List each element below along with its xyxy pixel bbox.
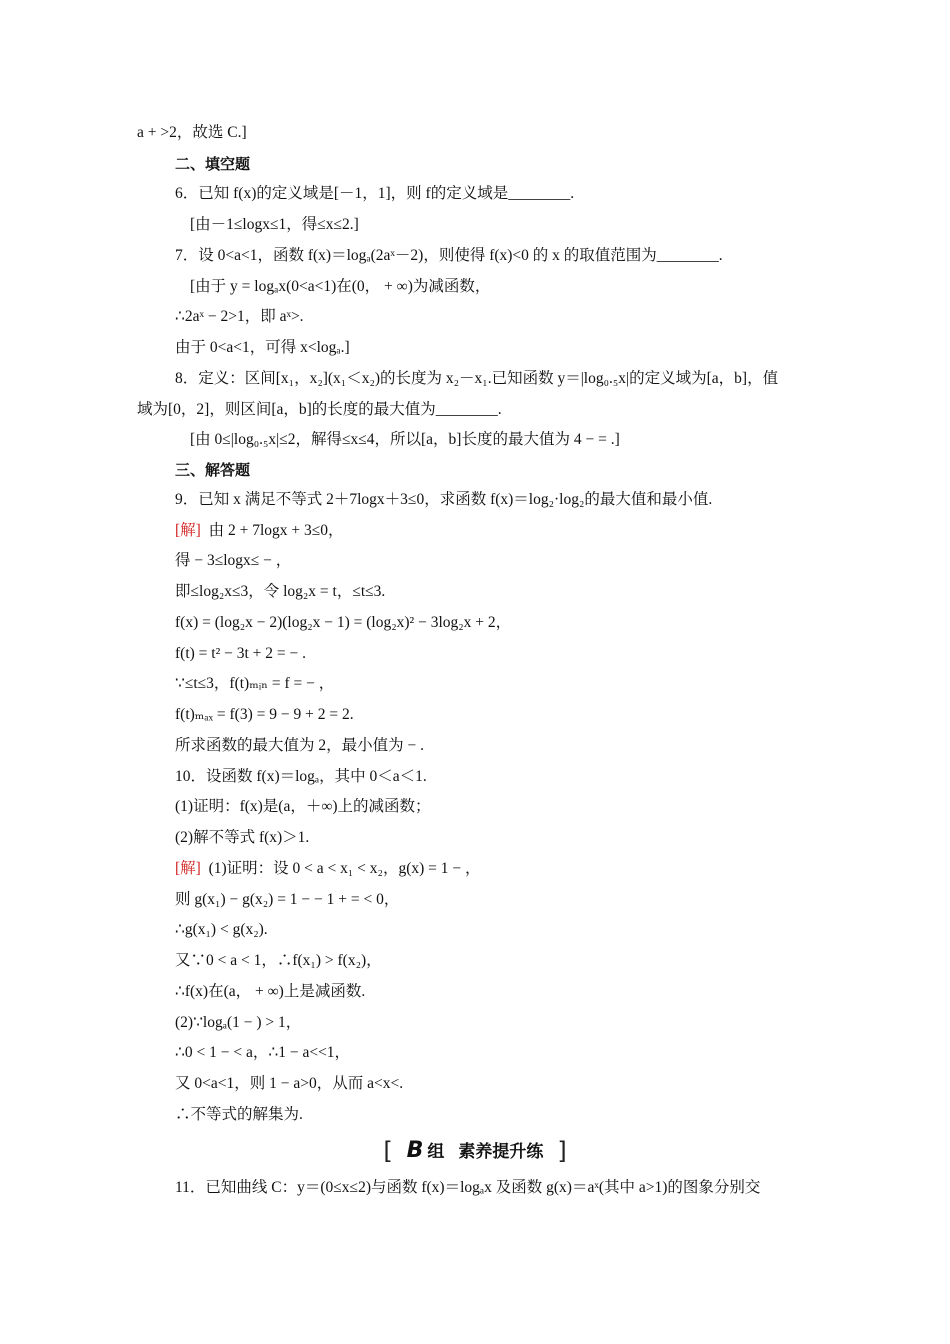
answer-7-line-2: ∴2aˣ − 2>1，即 aˣ>.	[175, 308, 304, 325]
question-11: 11．已知曲线 C：y＝(0≤x≤2)与函数 f(x)＝logₐx 及函数 g(x)＝aˣ(其中 a>1)的图象分别交	[175, 1179, 761, 1196]
solution-10-line-4: 又∵0 < a < 1，∴f(x₁) > f(x₂)，	[175, 952, 382, 969]
group-b-banner	[0, 1137, 950, 1165]
solution-9-line-5: f(t) = t² − 3t + 2 = − .	[175, 645, 307, 662]
solution-9-line-8: 所求函数的最大值为 2，最小值为 − .	[175, 737, 424, 754]
question-6: 6．已知 f(x)的定义域是[－1，1]，则 f的定义域是________.	[175, 185, 575, 202]
banner-group-label: 组	[427, 1142, 445, 1162]
question-10-part-1: (1)证明：f(x)是(a，＋∞)上的减函数；	[175, 798, 431, 815]
solution-10-line-9: ∴不等式的解集为.	[175, 1106, 303, 1123]
banner-open-bracket: [	[383, 1137, 393, 1165]
banner-close-bracket: ]	[557, 1137, 567, 1165]
solution-9-line-3: 即≤log₂x≤3，令 log₂x = t，≤t≤3.	[175, 583, 386, 600]
question-9: 9．已知 x 满足不等式 2＋7logx＋3≤0，求函数 f(x)＝log₂·log₂的最大值和最小值.	[175, 491, 713, 508]
solution-10-line-3: ∴g(x₁) < g(x₂).	[175, 921, 268, 938]
solution-tag: [解]	[175, 860, 201, 877]
question-10-part-2: (2)解不等式 f(x)＞1.	[175, 829, 310, 846]
question-8-line-2: 域为[0，2]，则区间[a，b]的长度的最大值为________.	[137, 401, 502, 418]
solution-9-line-1	[175, 521, 814, 541]
text-line: a + >2，故选 C.]	[137, 124, 247, 141]
question-10: 10．设函数 f(x)＝logₐ，其中 0＜a＜1.	[175, 768, 427, 785]
solution-text: (1)证明：设 0 < a < x₁ < x₂，g(x) = 1 − ，	[208, 860, 481, 877]
banner-group-letter: B	[406, 1138, 424, 1163]
answer-6: [由－1≤logx≤1，得≤x≤2.]	[190, 216, 359, 233]
solution-10-line-6: (2)∵logₐ(1 − ) > 1，	[175, 1014, 302, 1031]
solution-10-line-7: ∴0 < 1 − < a，∴1 − a<<1，	[175, 1044, 351, 1061]
section-heading-fill-blank: 二、填空题	[175, 155, 251, 173]
solution-10-line-5: ∴f(x)在(a， + ∞)上是减函数.	[175, 983, 366, 1000]
answer-8: [由 0≤|log₀.₅x|≤2，解得≤x≤4，所以[a，b]长度的最大值为 4 − = .]	[190, 431, 620, 448]
solution-10-line-1	[175, 859, 814, 879]
solution-9-line-4: f(x) = (log₂x − 2)(log₂x − 1) = (log₂x)² − 3log₂x + 2，	[175, 614, 512, 631]
solution-10-line-2: 则 g(x₁) − g(x₂) = 1 − − 1 + = < 0，	[175, 891, 400, 908]
question-7: 7．设 0<a<1，函数 f(x)＝logₐ(2aˣ－2)，则使得 f(x)<0 的 x 的取值范围为________.	[175, 247, 723, 264]
solution-9-line-2: 得 − 3≤logx≤ − ，	[175, 552, 292, 569]
answer-7-line-3: 由于 0<a<1，可得 x<logₐ.]	[175, 339, 350, 356]
solution-tag: [解]	[175, 522, 201, 539]
question-8-line-1: 8．定义：区间[x₁，x₂](x₁＜x₂)的长度为 x₂－x₁.已知函数 y＝|log₀.₅x|的定义域为[a，b]，值	[175, 370, 779, 387]
solution-10-line-8: 又 0<a<1，则 1 − a>0，从而 a<x<.	[175, 1075, 404, 1092]
solution-9-line-6: ∵≤t≤3，f(t)ₘᵢₙ = f = − ，	[175, 675, 335, 692]
banner-title: 素养提升练	[458, 1142, 544, 1162]
solution-9-line-7: f(t)ₘₐₓ = f(3) = 9 − 9 + 2 = 2.	[175, 706, 354, 723]
answer-7-line-1: [由于 y = logₐx(0<a<1)在(0， + ∞)为减函数，	[190, 278, 491, 295]
solution-text: 由 2 + 7logx + 3≤0，	[208, 522, 344, 539]
section-heading-solve: 三、解答题	[175, 461, 251, 479]
